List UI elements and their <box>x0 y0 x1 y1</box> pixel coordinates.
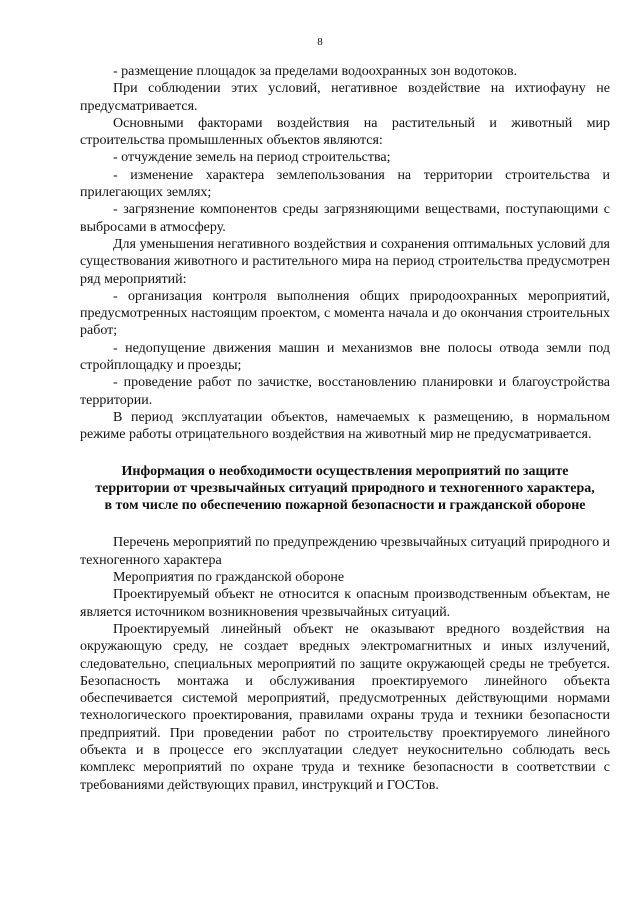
page-number: 8 <box>317 36 323 48</box>
list-item: - загрязнение компонентов среды загрязняющими веществами, поступающими с выбросами в атмосферу. <box>80 202 610 235</box>
paragraph: Мероприятия по гражданской обороне <box>113 570 345 586</box>
paragraph: Проектируемый объект не относится к опасным производственным объектам, не является источником возникновения чрезвычайных ситуаций. <box>80 587 610 620</box>
paragraph: - размещение площадок за пределами водоохранных зон водотоков. <box>113 64 518 79</box>
list-item: - организация контроля выполнения общих природоохранных мероприятий, предусмотренных настоящим проектом, с момента начала и до окончания строительных работ; <box>80 288 610 339</box>
paragraph: При соблюдении этих условий, негативное воздействие на ихтиофауну не предусматривается. <box>80 81 610 114</box>
paragraph: Основными факторами воздействия на растительный и животный мир строительства промышленных объектов являются: <box>80 115 610 149</box>
section-heading: Информация о необходимости осуществления мероприятий по защите территории от чрезвычайных ситуаций природного и техногенного характера, в том числе по обеспечению пожарной безопасности и гражданской обороне <box>95 463 595 514</box>
paragraph: Проектируемый линейный объект не оказывают вредного воздействия на окружающую среду, не создает вредных электромагнитных и иных излучений, следовательно, специальных мероприятий по защите окружающей среды не требуется. Безопасность монтажа и обслуживания проектируемого линейного объекта обеспечивается системой мероприятий, предусмотренных действующими нормами технологического проектирования, правилами охраны труда и техники безопасности предприятий. При проведении работ по строительству проектируемого линейного объекта и в процессе его эксплуатации следует неукоснительно соблюдать весь комплекс мероприятий по охране труда и технике безопасности в соответствии с требованиями действующих правил, инструкций и ГОСТов. <box>80 621 610 793</box>
paragraph: Для уменьшения негативного воздействия и сохранения оптимальных условий для существования животного и растительного мира на период строительства предусмотрен ряд мероприятий: <box>80 236 610 287</box>
paragraph: Перечень мероприятий по предупреждению чрезвычайных ситуаций природного и техногенного характера <box>80 535 610 568</box>
list-item: - проведение работ по зачистке, восстановлению планировки и благоустройства территории. <box>80 375 610 408</box>
list-item: - недопущение движения машин и механизмов вне полосы отвода земли под стройплощадку и проезды; <box>80 340 610 374</box>
paragraph: В период эксплуатации объектов, намечаемых к размещению, в нормальном режиме работы отрицательного воздействия на животный мир не предусматривается. <box>80 409 610 443</box>
list-item: - отчуждение земель на период строительства; <box>113 150 391 166</box>
document-body <box>80 63 610 794</box>
list-item: - изменение характера землепользования на территории строительства и прилегающих землях; <box>80 167 610 201</box>
